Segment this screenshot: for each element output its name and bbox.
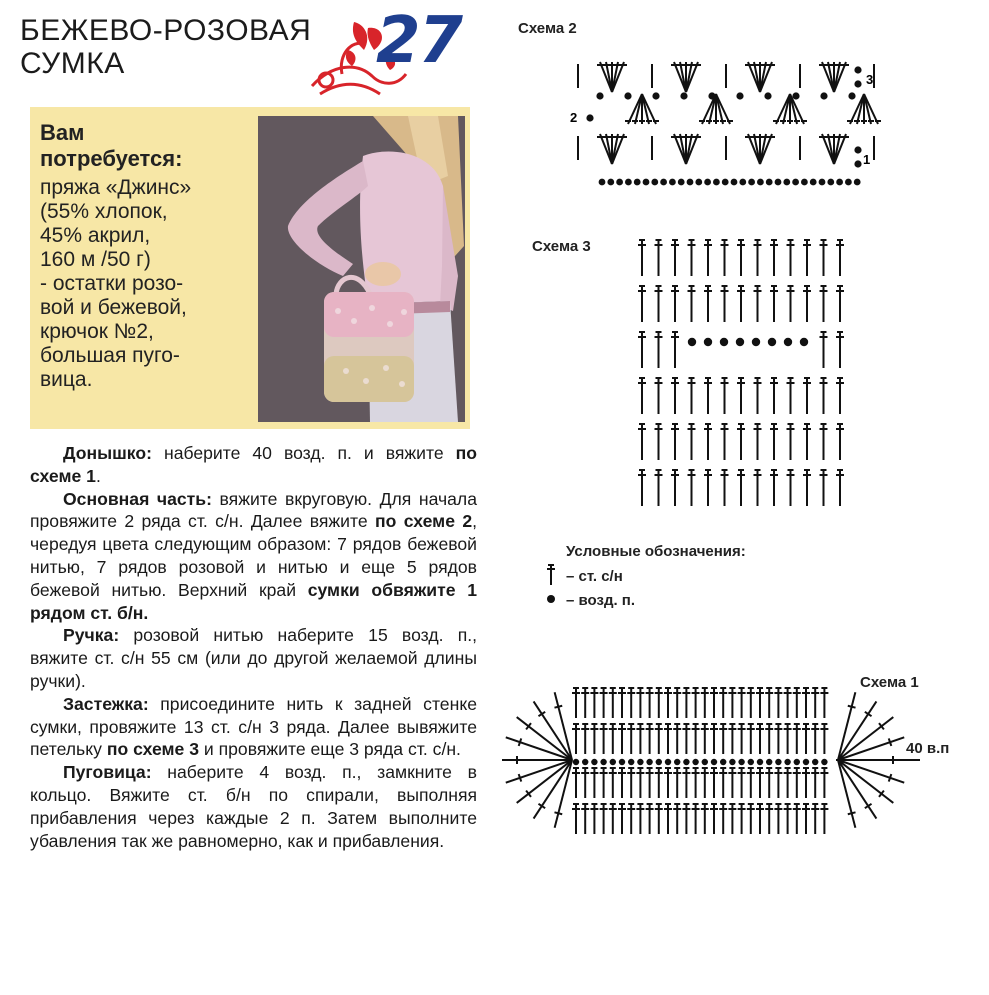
legend-symbols [543,563,563,611]
chain-dot [855,67,860,72]
chain-dot [801,339,807,345]
chain-dot [705,339,711,345]
chain-dot [583,760,587,764]
chain-dot [592,760,596,764]
chain-dot [795,760,799,764]
chain-dot [721,760,725,764]
paragraph-main [30,488,477,625]
chain-dot [767,760,771,764]
chain-dot [629,760,633,764]
chain-dot [721,339,727,345]
stitch-line [506,737,572,760]
legend-stitch-dc: – ст. с/н [566,568,623,585]
chain-dot [653,93,658,98]
legend-chain: – возд. п. [566,592,636,609]
main-text-1: вяжите вкруговую. Для начала провяжите 2 ряда ст. с/н. Далее вяжите [30,488,477,532]
stitch-line [848,812,856,814]
chain-dot [813,760,817,764]
chain-dot [709,93,714,98]
bottom-end: . [95,465,101,486]
chain-dot [776,180,781,185]
clasp-label: Застежка: [63,693,149,714]
chain-dot [784,180,789,185]
materials-list: пряжа «Джинс» (55% хлопок, 45% акрил, 160 м /50 г) - остатки розо- вой и бежевой, крючок №2, большая пуго- вица. [40,176,192,391]
product-photo [258,116,465,422]
stitch-line [534,760,572,819]
stitch-line [555,692,572,760]
stitch-line [506,760,572,783]
stitch-line [838,760,893,803]
stitch-line [534,701,572,760]
bottom-text: наберите 40 возд. п. и вяжите [152,443,456,463]
page-number: 27 [376,4,462,78]
chain-dot [647,760,651,764]
chain-dot [737,93,742,98]
chain-dot [776,760,780,764]
stitch-line [838,701,876,760]
chain-dot [822,760,826,764]
stitch-line [716,94,730,124]
chain-dot [753,339,759,345]
stitch-line [519,738,522,746]
bottom-label: Донышко: [63,443,152,463]
model-with-bag-image [258,116,465,422]
handle-label: Ручка: [63,625,120,646]
chain-dot [749,760,753,764]
chain-dot [793,93,798,98]
stitch-line [889,774,892,782]
chain-dot [855,81,860,86]
chain-dot [737,339,743,345]
chain-dot [821,93,826,98]
chain-dot [855,180,860,185]
chain-dot [696,180,701,185]
stitch-line [517,760,572,803]
chain-dot [689,339,695,345]
main-label: Основная часть: [63,488,212,509]
chain-dot [820,180,825,185]
button-text: наберите 4 возд. п., замкните в кольцо. Вяжите ст. б/н по спирали, выполняя прибавления через каждые 2 п. Затем выполните убавления так же равномерно, как и прибавления. [30,762,477,851]
chain-dot [714,180,719,185]
main-edge-note: сумки обвяжите 1 рядом ст. б/н. [30,579,477,623]
stitch-line [889,738,892,746]
chain-dot [732,180,737,185]
chain-dot [758,760,762,764]
stitch-line [838,692,855,760]
chain-dot [657,760,661,764]
scheme-2-row-1: 1 [863,152,871,167]
scheme-1-label: Схема 1 [860,674,919,691]
paragraph-handle [30,624,477,692]
chain-dot [638,760,642,764]
chain-dot [597,93,602,98]
chain-dot [574,760,578,764]
chain-dot [846,180,851,185]
chain-dot [661,180,666,185]
chain-dot [625,93,630,98]
scheme-1-diagram [500,680,920,850]
paragraph-clasp [30,693,477,761]
stitch-line [838,760,876,819]
chain-dot [849,93,854,98]
chain-dot [765,93,770,98]
button-label: Пуговица: [63,762,152,783]
clasp-scheme-ref: по схеме 3 [106,739,199,760]
chain-dot [608,180,613,185]
scheme-2-diagram [560,40,890,200]
scheme-3-diagram [630,234,860,519]
chain-dot [626,180,631,185]
chain-dot [730,760,734,764]
chain-dot [635,180,640,185]
chain-dot [723,180,728,185]
scheme-2-label: Схема 2 [518,20,577,37]
chain-dot [793,180,798,185]
chain-dot [804,760,808,764]
stitch-line [838,760,855,828]
chain-dot [703,760,707,764]
chain-dot [652,180,657,185]
chain-dot [811,180,816,185]
chain-dot [617,180,622,185]
chain-dot [679,180,684,185]
chain-dot [802,180,807,185]
chain-dot [675,760,679,764]
chain-dot [670,180,675,185]
chain-dot [693,760,697,764]
stitch-line [848,706,856,708]
chain-dot [739,760,743,764]
scheme-3-label: Схема 3 [532,238,591,255]
article-title [20,14,311,80]
clasp-text-1: присоедините нить к задней стенке сумки, провяжите 13 ст. с/н 3 ряда. Далее вывяжите петельку [30,693,477,760]
chain-dot [828,180,833,185]
chain-dot [855,161,860,166]
legend-title: Условные обозначения: [566,543,746,560]
chain-dot [855,147,860,152]
bottom-scheme-ref: по схеме 1 [30,443,477,486]
chain-dot [620,760,624,764]
chain-dot [740,180,745,185]
chain-dot [785,760,789,764]
handle-text: розовой нитью наберите 15 возд. п., вяжите ст. с/н 55 см (или до другой желаемой длины ручки). [30,625,477,691]
chain-dot [587,115,592,120]
stitch-line [519,774,522,782]
materials-heading: Вам потребуется: [40,120,183,171]
chain-dot [684,760,688,764]
title-line-2: СУМКА [20,47,125,80]
chain-dot [785,339,791,345]
instructions-text [30,442,477,852]
stitch-line [838,760,904,783]
main-scheme-ref: по схеме 2 [375,511,473,532]
chain-dot [712,760,716,764]
chain-dot [600,180,605,185]
scheme-2-row-3: 3 [866,72,874,87]
chain-dot [681,93,686,98]
main-text-2: , чередуя цвета следующим образом: 7 рядов бежевой нитью, 7 рядов розовой и нитью и еще 5 рядов бежевой нитью. Верхний край [30,511,478,600]
chain-dot [758,180,763,185]
chain-dot [837,180,842,185]
chain-dot [769,339,775,345]
chain-dot [644,180,649,185]
paragraph-bottom [30,442,477,488]
stitch-line [554,812,562,814]
chain-dot [611,760,615,764]
stitch-line [838,737,904,760]
scheme-2-row-2: 2 [570,110,578,125]
chain-dot [705,180,710,185]
stitch-line [554,706,562,708]
stitch-line [776,94,790,124]
clasp-text-2: и провяжите еще 3 ряда ст. с/н. [199,739,461,760]
chain-dot [749,180,754,185]
stitch-line [864,94,878,124]
title-line-1: БЕЖЕВО-РОЗОВАЯ [20,14,312,47]
stitch-line [838,717,893,760]
chain-dot [767,180,772,185]
chain-dot [688,180,693,185]
stitch-line [517,717,572,760]
paragraph-button [30,761,477,852]
chain-dot [601,760,605,764]
chain-dot [666,760,670,764]
scheme-1-chain-count: 40 в.п [906,740,950,757]
stitch-line [555,760,572,828]
